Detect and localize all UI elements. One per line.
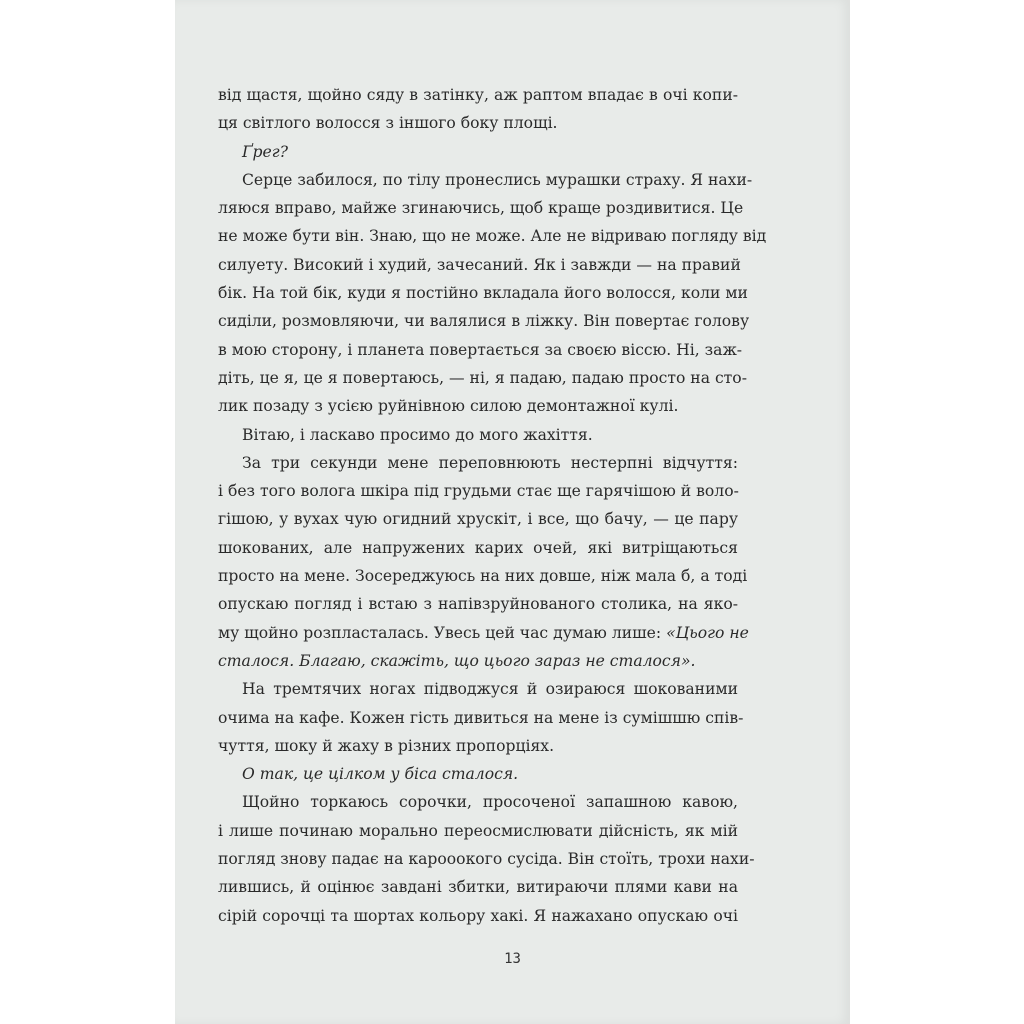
text-segment: і лише починаю морально переосмислювати дійсність, як мій: [218, 821, 738, 840]
body-text: [218, 81, 767, 930]
text-line: [218, 364, 747, 392]
text-segment: погляд знову падає на карооокого сусіда. Він стоїть, трохи нахи-: [218, 850, 755, 869]
text-line: [218, 449, 738, 477]
text-segment: му щойно розпласталась. Увесь цей час думаю лише:: [218, 623, 667, 642]
text-segment: діть, це я, це я повертаюсь, — ні, я падаю, падаю просто на сто-: [218, 368, 747, 387]
text-line: [218, 534, 738, 562]
text-segment: гішою, у вухах чую огидний хрускіт, і все, що бачу, — це пару: [218, 510, 738, 529]
text-segment: від щастя, щойно сяду в затінку, аж раптом впадає в очі копи-: [218, 86, 738, 104]
italic-text: Ґрег?: [242, 142, 288, 161]
text-line: [218, 675, 738, 703]
text-segment: ляюся вправо, майже згинаючись, щоб краще роздивитися. Це: [218, 199, 744, 218]
text-line: [218, 81, 738, 109]
book-page: [175, 0, 850, 1024]
text-segment: і без того волога шкіра під грудьми стає ще гарячішою й воло-: [218, 482, 739, 501]
text-line: [218, 222, 767, 250]
text-line: [218, 732, 738, 760]
text-line: [218, 704, 744, 732]
text-segment: ця світлого волосся з іншого боку площі.: [218, 114, 558, 133]
text-line: [218, 873, 738, 901]
text-line: [218, 562, 748, 590]
text-line: [218, 421, 738, 449]
text-segment: очима на кафе. Кожен гість дивиться на мене із сумішшю спів-: [218, 708, 744, 727]
text-line: [218, 336, 743, 364]
text-segment: бік. На той бік, куди я постійно вкладала його волосся, коли ми: [218, 284, 748, 303]
text-line: [218, 619, 749, 647]
text-line: [218, 902, 738, 930]
text-line: [218, 505, 738, 533]
text-segment: Вітаю, і ласкаво просимо до мого жахіття.: [242, 425, 593, 444]
text-segment: просто на мене. Зосереджуюсь на них довше, ніж мала б, а тоді: [218, 567, 748, 586]
text-segment: не може бути він. Знаю, що не може. Але не відриваю погляду від: [218, 227, 767, 246]
page-number: 13: [504, 951, 521, 967]
text-segment: На тремтячих ногах підводжуся й озираюся шокованими: [242, 680, 738, 699]
text-segment: сірій сорочці та шортах кольору хакі. Я нажахано опускаю очі: [218, 906, 738, 925]
text-segment: Серце забилося, по тілу пронеслись мурашки страху. Я нахи-: [242, 170, 753, 189]
text-line: [218, 845, 755, 873]
italic-text: «Цього не: [666, 623, 749, 642]
text-segment: За три секунди мене переповнюють нестерпні відчуття:: [242, 453, 738, 472]
text-line: [218, 279, 748, 307]
text-line: [218, 590, 738, 618]
text-line: [218, 760, 738, 788]
text-line: [218, 138, 738, 166]
text-segment: опускаю погляд і встаю з напівзруйнованого столика, на яко-: [218, 595, 738, 614]
text-line: [218, 392, 738, 420]
text-line: [218, 307, 750, 335]
text-line: [218, 251, 741, 279]
text-segment: лившись, й оцінює завдані збитки, витираючи плями кави на: [218, 878, 738, 897]
text-line: [218, 166, 753, 194]
text-segment: лик позаду з усією руйнівною силою демонтажної кулі.: [218, 397, 679, 416]
text-segment: шокованих, але напружених карих очей, які витріщаються: [218, 538, 738, 557]
italic-text: О так, це цілком у біса сталося.: [242, 765, 519, 784]
text-line: [218, 477, 738, 505]
text-line: [218, 817, 738, 845]
text-segment: в мою сторону, і планета повертається за своєю віссю. Ні, заж-: [218, 340, 743, 359]
text-segment: сиділи, розмовляючи, чи валялися в ліжку. Він повертає голову: [218, 312, 750, 331]
text-line: [218, 194, 744, 222]
text-segment: чуття, шоку й жаху в різних пропорціях.: [218, 736, 555, 755]
text-segment: Щойно торкаюсь сорочки, просоченої запашною кавою,: [242, 793, 738, 812]
text-line: [218, 109, 738, 137]
italic-text: сталося. Благаю, скажіть, що цього зараз не сталося».: [218, 651, 696, 670]
text-segment: силуету. Високий і худий, зачесаний. Як і завжди — на правий: [218, 255, 741, 274]
text-line: [218, 647, 738, 675]
text-line: [218, 788, 738, 816]
